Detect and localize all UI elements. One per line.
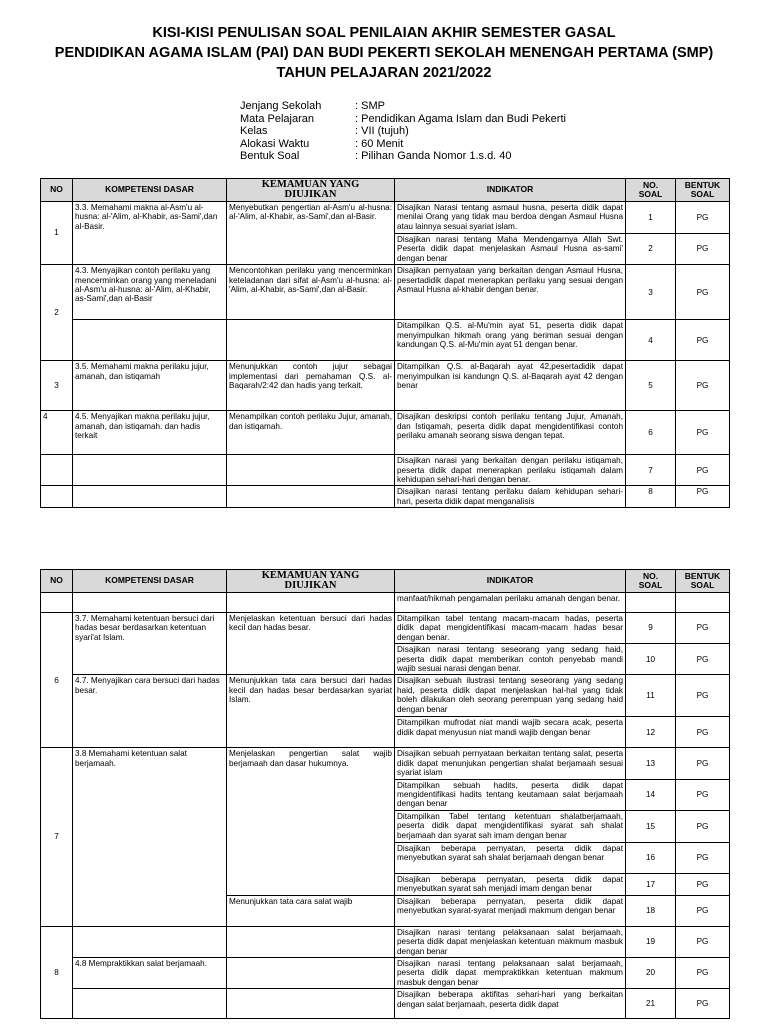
cell-no-soal: 17 [626, 873, 676, 895]
cell-no-soal: 11 [626, 675, 676, 717]
cell-no: 7 [41, 748, 73, 926]
cell-no: 1 [41, 202, 73, 265]
table-header-row [41, 570, 730, 593]
cell-kemampuan-empty [227, 320, 395, 361]
cell-no-soal: 20 [626, 957, 676, 988]
table-row [41, 613, 730, 644]
header-no-soal-line-1: NO. [642, 570, 659, 581]
cell-no-soal: 6 [626, 411, 676, 455]
doc-title-line-2: PENDIDIKAN AGAMA ISLAM (PAI) DAN BUDI PEKERTI SEKOLAH MENENGAH PERTAMA (SMP) [54, 45, 714, 61]
cell-indikator: Disajikan narasi tentang Maha Mendengarnya Allah Swt. Peserta didik dapat menjelaskan Asmaul Husna as-sami' dengan benar [395, 234, 626, 265]
cell-indikator: Ditampilkan mufrodat niat mandi wajib secara acak, peserta didik dapat menyusun niat mandi wajib dengan benar [395, 717, 626, 748]
cell-no: 3 [41, 361, 73, 411]
table-row [41, 202, 730, 234]
cell-no-soal: 12 [626, 717, 676, 748]
table-row [41, 926, 730, 957]
cell-bentuk-soal: PG [676, 675, 730, 717]
cell-no-soal: 3 [626, 265, 676, 320]
cell-kemampuan-empty [227, 989, 395, 1019]
cell-kemampuan: Mencontohkan perilaku yang mencerminkan keteladanan dari sifat al-Asm'u al-husna: al-'Alim, al-Khabir, as-Sami',dan al-Basir. [227, 265, 395, 320]
cell-indikator: Ditampilkan Tabel tentang ketentuan shalatberjamaah, peserta didik dapat mengidentifikasi syarat sah shalat berjamaah dan syarat sah imam dengan benar [395, 810, 626, 842]
header-no-soal [626, 179, 676, 202]
cell-indikator: Disajikan narasi yang berkaitan dengan perilaku istiqamah, peserta didik dapat menerapkan perilaku istiqamah dalam kehidupan sehari-hari dengan benar. [395, 455, 626, 486]
cell-indikator: Disajikan sebuah pernyataan berkaitan tentang salat, peserta didik dapat menunjukan pengertian shalat berjamaah sesuai syariat islam [395, 748, 626, 779]
cell-kompetensi-dasar: 4.7. Menyajikan cara bersuci dari hadas besar. [73, 675, 227, 748]
meta-key: Mata Pelajaran [240, 112, 314, 125]
cell-bentuk-soal: PG [676, 265, 730, 320]
header-kemampuan-line-2: DIUJIKAN [284, 189, 337, 200]
header-bentuk-soal-line-1: BENTUK [684, 570, 721, 581]
cell-bentuk-soal: PG [676, 873, 730, 895]
cell-kompetensi-dasar: 3.5. Memahami makna perilaku jujur, amanah, dan istiqamah [73, 361, 227, 411]
header-kemampuan-line-1: KEMAMUAN YANG [261, 569, 360, 581]
cell-kemampuan-empty [227, 455, 395, 486]
cell-bentuk-soal: PG [676, 779, 730, 810]
meta-value: : VII (tujuh) [355, 125, 409, 138]
meta-key: Bentuk Soal [240, 150, 300, 163]
header-no-soal-line-2: SOAL [638, 580, 663, 590]
cell-no-soal-empty [626, 593, 676, 613]
cell-bentuk-soal: PG [676, 989, 730, 1019]
table-header-row [41, 179, 730, 202]
cell-indikator: Disajikan narasi tentang pelaksanaan salat berjamaah, peserta didik dapat menjelaskan ketentuan makmum masbuk dengan benar [395, 926, 626, 957]
cell-no-soal: 8 [626, 486, 676, 508]
cell-indikator: Disajikan beberapa aktifitas sehari-hari yang berkaitan dengan salat berjamaah, peserta didik dapat [395, 989, 626, 1019]
kisi-table-2 [40, 569, 730, 1019]
cell-kemampuan: Menunjukkan contoh jujur sebagai implementasi dari pemahaman Q.S. al-Baqarah/2:42 dan hadis yang terkait. [227, 361, 395, 411]
cell-bentuk-soal: PG [676, 455, 730, 486]
header-bentuk-soal-line-1: BENTUK [684, 179, 721, 190]
table-row [41, 957, 730, 988]
cell-kemampuan: Menyebutkan pengertian al-Asm'u al-husna: al-'Alim, al-Khabir, as-Sami',dan al-Basir. [227, 202, 395, 265]
table-row [41, 593, 730, 613]
cell-kompetensi-dasar: 3.3. Memahami makna al-Asm'u al-husna: al-'Alim, al-Khabir, as-Sami',dan al-Basir. [73, 202, 227, 265]
header-kemampuan [227, 179, 395, 202]
meta-value: : SMP [355, 100, 385, 112]
cell-kemampuan: Menunjukkan tata cara bersuci dari hadas kecil dan hadas besar berdasarkan syariat Islam. [227, 675, 395, 748]
cell-indikator: Disajikan narasi tentang seseorang yang sedang haid, peserta didik dapat memberikan contoh penyebab mandi wajib sesuai narasi dengan benar. [395, 644, 626, 675]
cell-kompetensi-dasar-empty [73, 486, 227, 508]
cell-bentuk-soal: PG [676, 748, 730, 779]
cell-bentuk-soal-empty [676, 593, 730, 613]
cell-no-soal: 9 [626, 613, 676, 644]
cell-bentuk-soal: PG [676, 926, 730, 957]
header-kemampuan-line-2: DIUJIKAN [284, 580, 337, 591]
cell-indikator: Disajikan narasi tentang perilaku dalam kehidupan sehari-hari, peserta didik dapat menganalisis [395, 486, 626, 508]
meta-row-bentuk [240, 150, 566, 163]
cell-bentuk-soal: PG [676, 842, 730, 873]
header-kompetensi-dasar: KOMPETENSI DASAR [73, 179, 227, 202]
cell-kompetensi-dasar: 4.5. Menyajikan makna perilaku jujur, amanah, dan istiqamah. dan hadis terkait [73, 411, 227, 455]
cell-no-soal: 1 [626, 202, 676, 234]
cell-indikator: Ditampilkan tabel tentang macam-macam hadas, peserta didik dapat mengidentifikasi macam-macam hadas besar dengan benar. [395, 613, 626, 644]
table-row [41, 748, 730, 779]
cell-no-soal: 21 [626, 989, 676, 1019]
cell-kompetensi-dasar: 4.8 Mempraktikkan salat berjamaah. [73, 957, 227, 988]
table-row [41, 265, 730, 320]
table-row [41, 486, 730, 508]
doc-title-line-1: KISI-KISI PENULISAN SOAL PENILAIAN AKHIR SEMESTER GASAL [152, 25, 616, 41]
table-row [41, 455, 730, 486]
cell-kemampuan-empty [227, 593, 395, 613]
cell-kompetensi-dasar: 3.8 Memahami ketentuan salat berjamaah. [73, 748, 227, 926]
cell-kompetensi-dasar-empty [73, 926, 227, 957]
header-indikator: INDIKATOR [395, 570, 626, 593]
cell-bentuk-soal: PG [676, 644, 730, 675]
table-row [41, 989, 730, 1019]
cell-kompetensi-dasar: 3.7. Memahami ketentuan bersuci dari hadas besar berdasarkan ketentuan syari'at Islam. [73, 613, 227, 675]
cell-bentuk-soal: PG [676, 202, 730, 234]
cell-indikator: Ditampilkan Q.S. al-Mu'min ayat 51, peserta didik dapat menyimpulkan hikmah orang yang beriman sesuai dengan kandungan Q.S. al-Mu'min ayat 51 dengan benar. [395, 320, 626, 361]
cell-no-empty [41, 455, 73, 486]
doc-title-line-3: TAHUN PELAJARAN 2021/2022 [276, 65, 492, 81]
document-meta [240, 100, 566, 163]
table-row [41, 675, 730, 717]
table-row [41, 320, 730, 361]
table-row [41, 361, 730, 411]
cell-kemampuan: Menjelaskan ketentuan bersuci dari hadas kecil dan hadas besar. [227, 613, 395, 675]
meta-key: Kelas [240, 125, 268, 138]
cell-bentuk-soal: PG [676, 320, 730, 361]
cell-kompetensi-dasar-empty [73, 320, 227, 361]
cell-kemampuan-empty [227, 926, 395, 957]
header-no-soal [626, 570, 676, 593]
cell-bentuk-soal: PG [676, 613, 730, 644]
header-no: NO [41, 179, 73, 202]
cell-no: 2 [41, 265, 73, 361]
cell-bentuk-soal: PG [676, 957, 730, 988]
cell-no-empty [41, 593, 73, 613]
cell-bentuk-soal: PG [676, 361, 730, 411]
cell-indikator: Disajikan sebuah ilustrasi tentang seseorang yang sedang haid, peserta didik dapat menjelaskan hal-hal yang tidak boleh dilakukan oleh seorang perempuan yang sedang haid dengan benar [395, 675, 626, 717]
header-no: NO [41, 570, 73, 593]
cell-kemampuan: Menjelaskan pengertian salat wajib berjamaah dan dasar hukumnya. [227, 748, 395, 895]
meta-row-jenjang [240, 100, 566, 113]
cell-indikator: Disajikan beberapa pernyatan, peserta didik dapat menyebutkan syarat-syarat menjadi makmum dengan benar [395, 895, 626, 926]
cell-no-soal: 5 [626, 361, 676, 411]
meta-value: : Pilihan Ganda Nomor 1.s.d. 40 [355, 150, 512, 163]
cell-indikator: Disajikan deskripsi contoh perilaku tentang Jujur, Amanah, dan Istiqamah, peserta didik dapat mengidentifikasi contoh perilaku amanah seorang siswa dengan tepat. [395, 411, 626, 455]
cell-no-soal: 13 [626, 748, 676, 779]
cell-no-soal: 19 [626, 926, 676, 957]
cell-no-soal: 14 [626, 779, 676, 810]
header-bentuk-soal [676, 179, 730, 202]
cell-indikator: Ditampilkan Q.S. al-Baqarah ayat 42,pesertadidik dapat menyimpulkan isi kandungn Q.S. al-Baqarah ayat 42 dengan benar [395, 361, 626, 411]
meta-value: : Pendidikan Agama Islam dan Budi Pekerti [355, 112, 566, 125]
table-row [41, 411, 730, 455]
cell-no-empty [41, 486, 73, 508]
cell-kemampuan-empty [227, 486, 395, 508]
header-bentuk-soal [676, 570, 730, 593]
cell-bentuk-soal: PG [676, 810, 730, 842]
header-kompetensi-dasar: KOMPETENSI DASAR [73, 570, 227, 593]
meta-row-waktu [240, 138, 566, 151]
header-no-soal-line-2: SOAL [638, 189, 663, 199]
header-no-soal-line-1: NO. [642, 179, 659, 190]
cell-no-soal: 7 [626, 455, 676, 486]
cell-indikator: Disajikan beberapa pernyatan, peserta didik dapat menyebutkan syarat sah shalat berjamaah dengan benar [395, 842, 626, 873]
header-bentuk-soal-line-2: SOAL [690, 189, 715, 199]
cell-kompetensi-dasar-empty [73, 989, 227, 1019]
cell-kemampuan-empty [227, 957, 395, 988]
cell-bentuk-soal: PG [676, 486, 730, 508]
cell-no-soal: 18 [626, 895, 676, 926]
cell-indikator: Disajikan Narasi tentang asmaul husna, peserta didik dapat menilai Orang yang tidak mau berdoa dengan Asmaul Husna atau lainnya sesuai syariat islam. [395, 202, 626, 234]
cell-no-soal: 10 [626, 644, 676, 675]
meta-key: Jenjang Sekolah [240, 100, 322, 112]
cell-no-soal: 15 [626, 810, 676, 842]
kisi-table-1 [40, 178, 730, 508]
cell-indikator: Ditampilkan sebuah hadits, peserta didik dapat mengidentifikasi hadits tentang keutamaan salat berjamaah dengan benar [395, 779, 626, 810]
meta-value: : 60 Menit [355, 137, 404, 150]
cell-no-soal: 4 [626, 320, 676, 361]
cell-bentuk-soal: PG [676, 411, 730, 455]
cell-indikator: Disajikan narasi tentang pelaksanaan salat berjamaah, peserta didik dapat mempraktikkan ketentuan makmum masbuk dengan benar [395, 957, 626, 988]
cell-no: 6 [41, 613, 73, 748]
meta-key: Alokasi Waktu [240, 137, 310, 150]
cell-bentuk-soal: PG [676, 895, 730, 926]
cell-bentuk-soal: PG [676, 234, 730, 265]
cell-kompetensi-dasar: 4.3. Menyajikan contoh perilaku yang mencerminkan orang yang meneladani al-Asm'u al-husna: al-'Alim, al-Khabir, as-Sami',dan al-Basir [73, 265, 227, 320]
cell-no: 4 [41, 411, 73, 455]
cell-kompetensi-dasar-empty [73, 455, 227, 486]
cell-kemampuan: Menampilkan contoh perilaku Jujur, amanah, dan istiqamah. [227, 411, 395, 455]
cell-kompetensi-dasar-empty [73, 593, 227, 613]
cell-no-soal: 2 [626, 234, 676, 265]
meta-row-mapel [240, 113, 566, 126]
header-kemampuan [227, 570, 395, 593]
cell-indikator: manfaat/hikmah pengamalan perilaku amanah dengan benar. [395, 593, 626, 613]
cell-indikator: Disajikan pernyataan yang berkaitan dengan Asmaul Husna, pesertadidik dapat menerapkan perilaku yang sesuai dengan Asmaul Husna al-khabir dengan benar. [395, 265, 626, 320]
cell-bentuk-soal: PG [676, 717, 730, 748]
meta-row-kelas [240, 125, 566, 138]
cell-no-soal: 16 [626, 842, 676, 873]
cell-indikator: Disajikan beberapa pernyatan, peserta didik dapat menyebutkan syarat sah menjadi imam dengan benar [395, 873, 626, 895]
header-kemampuan-line-1: KEMAMUAN YANG [261, 178, 360, 190]
cell-kemampuan: Menunjukkan tata cara salat wajib [227, 895, 395, 926]
cell-no: 8 [41, 926, 73, 1018]
header-bentuk-soal-line-2: SOAL [690, 580, 715, 590]
header-indikator: INDIKATOR [395, 179, 626, 202]
